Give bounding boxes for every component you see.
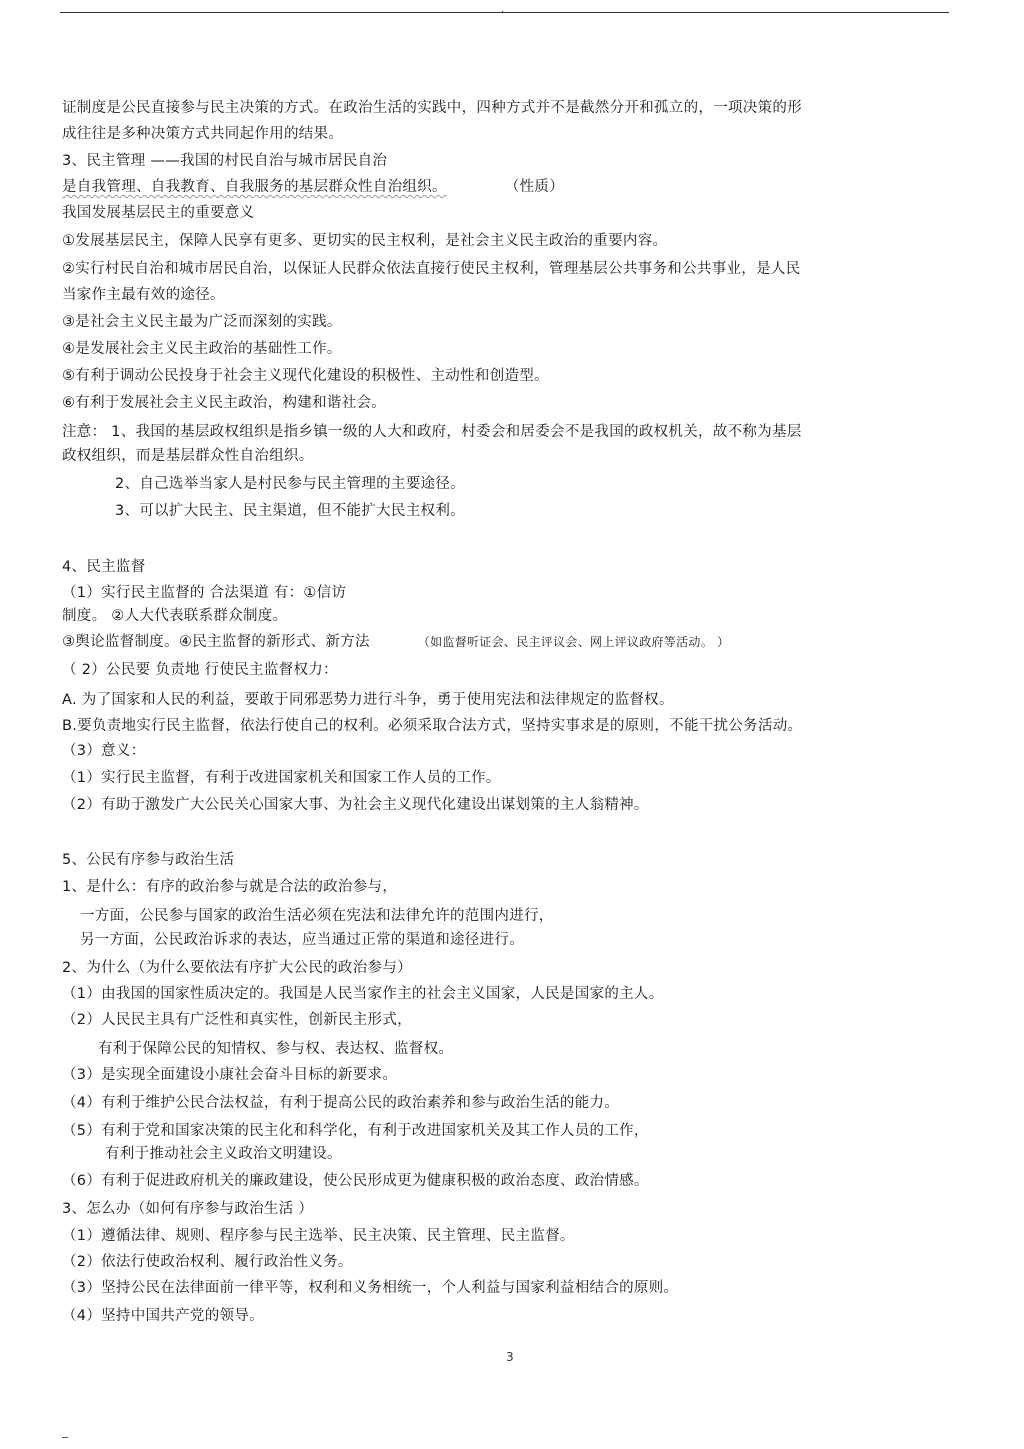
note-text: （如监督听证会、民主评议会、网上评议政府等活动。 ）: [417, 635, 730, 649]
page-number: 3: [506, 1350, 514, 1364]
text-line: 另一方面，公民政治诉求的表达，应当通过正常的渠道和途径进行。: [80, 932, 524, 948]
text-line: 制度。 ②人大代表联系群众制度。: [62, 608, 288, 624]
header-dot: .: [501, 4, 505, 15]
text-line: 有利于推动社会主义政治文明建设。: [105, 1146, 342, 1162]
text-line: 成往往是多种决策方式共同起作用的结果。: [62, 126, 344, 142]
footer-mark: [62, 1437, 68, 1438]
text-line: 证制度是公民直接参与民主决策的方式。在政治生活的实践中，四种方式并不是截然分开和孤立的，一项决策的形: [62, 100, 802, 116]
header-rule: [60, 12, 949, 13]
list-item: （2）人民民主具有广泛性和真实性，创新民主形式，: [62, 1012, 412, 1028]
list-item: （3）是实现全面建设小康社会奋斗目标的新要求。: [62, 1067, 398, 1083]
note-text: （性质）: [504, 179, 565, 195]
list-item: B.要负责地实行民主监督，依法行使自己的权利。必须采取合法方式，坚持实事求是的原则，不能干扰公务活动。: [62, 718, 803, 734]
note-item: 2、自己选举当家人是村民参与民主管理的主要途径。: [115, 476, 465, 492]
text-line: [62, 177, 564, 197]
list-item: ④是发展社会主义民主政治的基础性工作。: [62, 341, 342, 357]
list-item: （3）坚持公民在法律面前一律平等，权利和义务相统一，个人利益与国家利益相结合的原则。: [62, 1280, 679, 1296]
note-item: 3、可以扩大民主、民主渠道，但不能扩大民主权利。: [115, 503, 465, 519]
list-item: A. 为了国家和人民的利益，要敢于同邪恶势力进行斗争，勇于使用宪法和法律规定的监督权。: [62, 692, 674, 708]
section-heading-3: 3、民主管理 ——我国的村民自治与城市居民自治: [62, 153, 388, 169]
text-line: 一方面，公民参与国家的政治生活必须在宪法和法律允许的范围内进行，: [80, 908, 554, 924]
subheading: 3、怎么办（如何有序参与政治生活 ）: [62, 1201, 314, 1217]
note-line: 政权组织，而是基层群众性自治组织。: [62, 448, 314, 464]
list-item: （6）有利于促进政府机关的廉政建设，使公民形成更为健康积极的政治态度、政治情感。: [62, 1173, 649, 1189]
list-item: （4）有利于维护公民合法权益，有利于提高公民的政治素养和参与政治生活的能力。: [62, 1095, 620, 1111]
list-item: ⑥有利于发展社会主义民主政治，构建和谐社会。: [62, 395, 387, 411]
list-item: ③是社会主义民主最为广泛而深刻的实践。: [62, 314, 342, 330]
list-item: （5）有利于党和国家决策的民主化和科学化，有利于改进国家机关及其工作人员的工作，: [62, 1123, 649, 1139]
text-line: 当家作主最有效的途径。: [62, 287, 225, 303]
list-item: （2）依法行使政治权利、履行政治性义务。: [62, 1254, 353, 1270]
subheading: 我国发展基层民主的重要意义: [62, 205, 255, 221]
subheading: （3）意义：: [62, 743, 146, 759]
text-line: （ 2）公民要 负责地 行使民主监督权力：: [62, 662, 338, 678]
list-item: （1）遵循法律、规则、程序参与民主选举、民主决策、民主管理、民主监督。: [62, 1228, 575, 1244]
text-line: 1、是什么：有序的政治参与就是合法的政治参与，: [62, 879, 398, 895]
list-item: （1）由我国的国家性质决定的。我国是人民当家作主的社会主义国家，人民是国家的主人。: [62, 986, 664, 1002]
text-line: （1）实行民主监督的 合法渠道 有：①信访: [62, 585, 347, 601]
list-item: ②实行村民自治和城市居民自治，以保证人民群众依法直接行使民主权利，管理基层公共事务和公共事业，是人民: [62, 261, 801, 277]
section-heading-5: 5、公民有序参与政治生活: [62, 852, 235, 868]
section-heading-4: 4、民主监督: [62, 559, 146, 575]
list-item: （1）实行民主监督，有利于改进国家机关和国家工作人员的工作。: [62, 770, 501, 786]
note-line: 注意： 1、我国的基层政权组织是指乡镇一级的人大和政府，村委会和居委会不是我国的政权机关，故不称为基层: [62, 424, 802, 440]
text-segment: ③舆论监督制度。④民主监督的新形式、新方法: [62, 634, 370, 650]
list-item: （2）有助于激发广大公民关心国家大事、为社会主义现代化建设出谋划策的主人翁精神。: [62, 797, 649, 813]
list-item: ①发展基层民主，保障人民享有更多、更切实的民主权利，是社会主义民主政治的重要内容。: [62, 233, 668, 249]
subheading: 2、为什么（为什么要依法有序扩大公民的政治参与）: [62, 960, 412, 976]
text-line: [62, 632, 729, 652]
list-item: （4）坚持中国共产党的领导。: [62, 1308, 264, 1324]
text-line: 有利于保障公民的知情权、参与权、表达权、监督权。: [98, 1041, 454, 1057]
list-item: ⑤有利于调动公民投身于社会主义现代化建设的积极性、主动性和创造型。: [62, 368, 549, 384]
underlined-text: 是自我管理、自我教育、自我服务的基层群众性自治组织。: [62, 179, 447, 195]
